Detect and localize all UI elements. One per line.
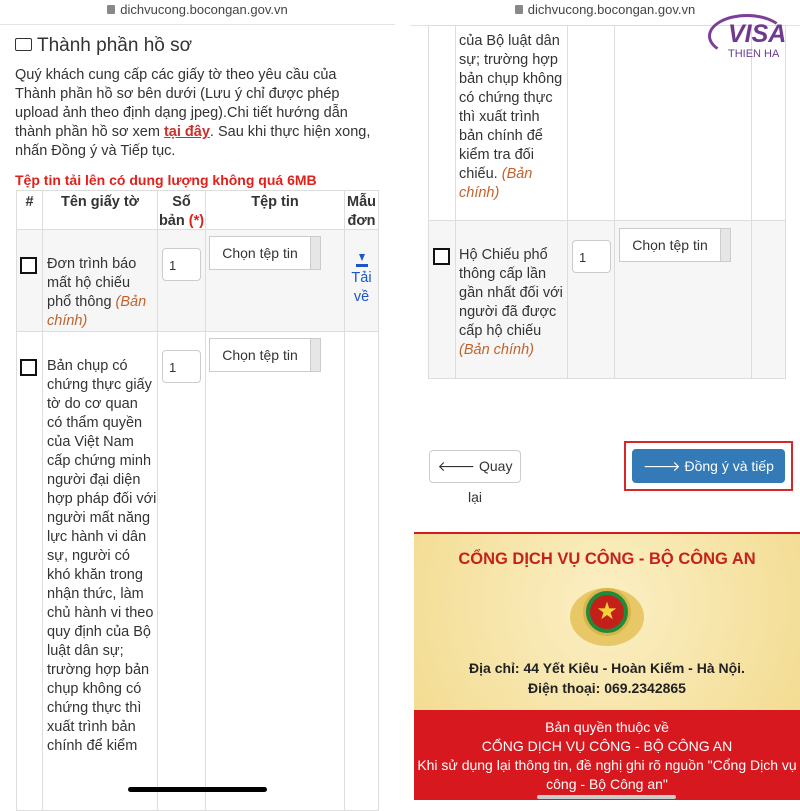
agree-continue-button[interactable]	[632, 449, 785, 508]
back-label: Quay lại	[467, 458, 513, 505]
footer-address: Địa chỉ: 44 Yết Kiêu - Hoàn Kiếm - Hà Nội.	[469, 660, 745, 676]
download-link[interactable]	[344, 255, 379, 307]
guide-link[interactable]: tại đây	[163, 124, 210, 140]
folder-icon	[15, 38, 32, 51]
file-size-warning: Tệp tin tải lên có dung lượng không quá 6MB	[15, 172, 317, 188]
site-footer	[414, 532, 800, 800]
intro-before: Quý khách cung cấp các giấy tờ theo yêu cầu của Thành phần hồ sơ bên dưới (Lưu ý chỉ được phép upload ảnh theo định dạng jpeg).Chi tiết hướng dẫn thành phần hồ sơ xem	[15, 67, 348, 140]
document-name	[47, 255, 157, 331]
table-row	[16, 229, 379, 332]
document-name-text: Hộ Chiếu phổ thông cấp lần gần nhất đối với người đã được cấp hộ chiếu	[459, 247, 563, 339]
header-name: Tên giấy tờ	[42, 190, 158, 230]
divider	[0, 24, 395, 25]
download-text: Tải về	[351, 270, 372, 305]
home-indicator	[537, 795, 676, 799]
document-note: (Bản chính)	[459, 342, 534, 358]
document-name	[459, 246, 567, 360]
watermark-brand: VISA	[728, 20, 787, 48]
intro-text	[15, 66, 375, 161]
quantity-input[interactable]: 1	[162, 248, 201, 281]
home-indicator	[128, 787, 267, 792]
row-checkbox[interactable]	[20, 359, 37, 376]
url-text: dichvucong.bocongan.gov.vn	[527, 2, 696, 17]
header-template: Mẫu đơn	[344, 190, 379, 230]
section-title	[15, 35, 192, 57]
visa-thienha-watermark	[706, 12, 792, 62]
choose-file-button[interactable]: Chọn tệp tin	[209, 338, 321, 372]
choose-file-button[interactable]: Chọn tệp tin	[209, 236, 321, 270]
choose-file-button[interactable]: Chọn tệp tin	[619, 228, 731, 262]
header-qty	[157, 190, 206, 230]
table-row	[428, 220, 786, 379]
back-button[interactable]	[429, 450, 521, 505]
footer-copyright	[414, 710, 800, 800]
document-note: (Bản chính)	[47, 294, 147, 329]
intro-after: . Sau khi thực hiện xong, nhấn Đồng ý và Tiếp tục.	[15, 124, 371, 159]
footer-title: CỔNG DỊCH VỤ CÔNG - BỘ CÔNG AN	[458, 550, 756, 568]
lock-icon	[515, 5, 523, 14]
next-label: Đồng ý và tiếp tục	[684, 458, 774, 508]
footer-info	[414, 534, 800, 710]
arrow-right-icon: 🡒	[643, 458, 685, 474]
quantity-input[interactable]: 1	[572, 240, 611, 273]
header-num: #	[16, 190, 43, 230]
police-emblem-icon: ★	[570, 584, 644, 648]
document-name-text: Đơn trình báo mất hộ chiếu phổ thông	[47, 256, 137, 310]
lock-icon	[107, 5, 115, 14]
row-checkbox[interactable]	[433, 248, 450, 265]
quantity-input[interactable]: 1	[162, 350, 201, 383]
arrow-left-icon: 🡐	[437, 458, 479, 474]
copyright-line: Bản quyền thuộc về	[545, 719, 669, 735]
row-checkbox[interactable]	[20, 257, 37, 274]
copyright-owner: CỔNG DỊCH VỤ CÔNG - BỘ CÔNG AN	[481, 738, 733, 754]
separator	[396, 0, 410, 800]
table-row	[16, 331, 379, 811]
section-title-text: Thành phần hồ sơ	[37, 35, 193, 56]
header-file: Tệp tin	[205, 190, 345, 230]
url-text: dichvucong.bocongan.gov.vn	[120, 2, 288, 17]
document-name-continued	[459, 32, 567, 203]
header-qty-text: Số bản	[158, 194, 191, 229]
url-bar[interactable]	[0, 2, 395, 17]
required-mark: (*)	[188, 213, 205, 229]
document-name-text: của Bộ luật dân sự; trường hợp bản chụp không có chứng thực thì xuất trình bản chính để kiểm tra đối chiếu.	[459, 33, 563, 182]
document-name: Bản chụp có chứng thực giấy tờ do cơ quan có thẩm quyền của Việt Nam cấp chứng minh người đại diện hợp pháp đối với người mất năng lực hành vi dân sự, người có khó khăn trong nhận thức, làm chủ hành vi theo quy định của Bộ luật dân sự; trường hợp bản chụp không có chứng thực thì xuất trình bản chính để kiểm	[47, 358, 157, 754]
download-icon	[356, 255, 368, 267]
watermark-sub: THIEN HA	[728, 48, 780, 60]
copyright-notice: Khi sử dụng lại thông tin, đề nghị ghi rõ nguồn "Cổng Dịch vụ công - Bộ Công an"	[417, 757, 797, 792]
footer-phone: Điện thoại: 069.2342865	[528, 680, 686, 696]
document-note: (Bản chính)	[459, 166, 533, 201]
